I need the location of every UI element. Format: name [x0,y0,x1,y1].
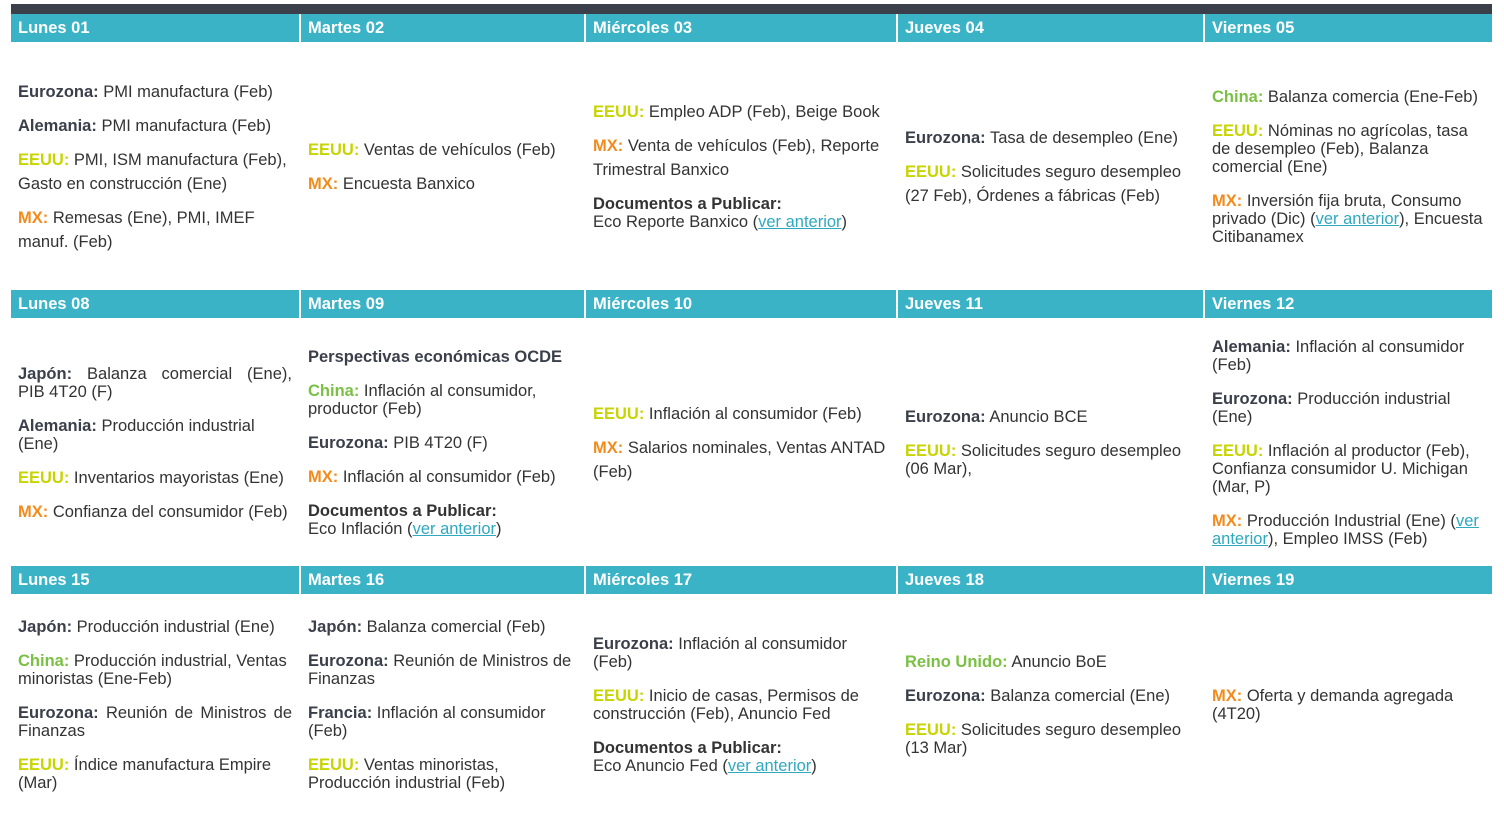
day-header: Martes 09 [299,290,584,318]
event-entry [1212,88,1485,106]
event-entry [18,469,292,487]
event-text: Anuncio BCE [985,408,1088,426]
event-entry [308,756,577,792]
documents-entry [593,195,889,231]
region-label: Eurozona: [308,652,389,670]
region-label: MX: [593,137,624,155]
ver-anterior-link[interactable]: ver anterior [1212,512,1479,548]
event-entry [308,175,577,193]
event-text-after: ), Empleo IMSS (Feb) [1267,530,1428,548]
event-entry [18,417,292,453]
region-label: MX: [308,175,339,193]
event-entry [905,721,1196,757]
event-entry [18,756,292,792]
day-header: Lunes 08 [11,290,299,318]
event-text: Solicitudes seguro desempleo (27 Feb), Órdenes a fábricas (Feb) [905,163,1182,205]
event-text: Solicitudes seguro desempleo (13 Mar) [905,721,1182,757]
region-label: MX: [1212,687,1243,705]
event-text-after: ) [841,213,848,231]
region-label: EEUU: [18,151,70,169]
event-entry [593,100,889,124]
event-entry [18,117,292,135]
region-label: EEUU: [308,141,360,159]
documents-label: Documentos a Publicar: [593,195,782,213]
event-text: Inflación al consumidor, productor (Feb) [308,382,537,418]
event-text: Nóminas no agrícolas, tasa de desempleo (Feb), Balanza comercial (Ene) [1212,122,1468,176]
event-text: Inflación al consumidor (Feb) [593,635,848,671]
region-label: EEUU: [593,103,645,121]
day-header: Lunes 15 [11,566,299,594]
event-text: Inflación al consumidor (Feb) [308,704,546,740]
day-cell [1203,594,1492,814]
event-entry [308,434,577,452]
event-text: PMI manufactura (Feb) [96,117,272,135]
event-entry [308,382,577,418]
region-label: Eurozona: [905,408,986,426]
region-label: Alemania: [18,117,97,135]
event-text-after: ) [496,520,502,538]
event-entry [18,652,292,688]
day-cell [896,318,1203,566]
region-label: Alemania: [18,417,97,435]
top-dark-bar [11,4,1492,14]
day-cell [584,594,896,814]
day-header: Miércoles 03 [584,14,896,42]
event-entry [593,436,889,484]
documents-label: Documentos a Publicar: [593,739,782,757]
event-entry [18,365,292,401]
region-label: China: [1212,88,1264,106]
event-entry [1212,338,1485,374]
event-text: Balanza comercial (Ene), PIB 4T20 (F) [18,365,292,401]
event-text: Inflación al consumidor (Feb) [644,405,862,423]
region-label: Reino Unido: [905,653,1008,671]
day-header: Viernes 05 [1203,14,1492,42]
event-entry [905,442,1196,478]
region-label: EEUU: [905,163,957,181]
document-title: Eco Inflación ( [308,520,413,538]
day-cell [584,318,896,566]
region-label: EEUU: [593,687,645,705]
event-text: Producción industrial (Ene) [1212,390,1451,426]
region-label: MX: [1212,512,1243,530]
day-header: Jueves 04 [896,14,1203,42]
event-text: PIB 4T20 (F) [388,434,488,452]
event-entry [308,348,577,366]
region-label: EEUU: [308,756,360,774]
region-label: MX: [1212,192,1243,210]
event-text: Venta de vehículos (Feb), Reporte Trimestral Banxico [593,137,880,179]
day-header: Jueves 18 [896,566,1203,594]
region-label: MX: [18,209,49,227]
event-entry [18,704,292,740]
region-label: Eurozona: [905,129,986,147]
event-entry [18,206,292,254]
day-cell [11,42,299,290]
event-entry [905,687,1196,705]
region-label: Eurozona: [18,83,99,101]
event-text: Salarios nominales, Ventas ANTAD (Feb) [593,439,886,481]
event-entry [1212,390,1485,426]
event-entry [905,408,1196,426]
day-header: Jueves 11 [896,290,1203,318]
event-text: Producción industrial, Ventas minoristas (Ene-Feb) [18,652,287,688]
day-cell [1203,318,1492,566]
day-cell [299,42,584,290]
event-text: Solicitudes seguro desempleo (06 Mar), [905,442,1182,478]
region-label: Eurozona: [18,704,99,722]
event-text: Inversión fija bruta, Consumo privado (Dic) ( [1212,192,1462,228]
region-label: EEUU: [1212,122,1264,140]
region-label: Perspectivas económicas OCDE [308,348,563,366]
region-label: MX: [18,503,49,521]
day-header: Martes 16 [299,566,584,594]
event-entry [905,160,1196,208]
day-header: Martes 02 [299,14,584,42]
event-text: Remesas (Ene), PMI, IMEF manuf. (Feb) [18,209,255,251]
document-title: Eco Reporte Banxico ( [593,213,759,231]
event-text: Tasa de desempleo (Ene) [985,129,1178,147]
event-text: Reunión de Ministros de Finanzas [308,652,572,688]
event-entry [308,468,577,486]
event-entry [1212,192,1485,246]
day-cell [1203,42,1492,290]
region-label: Eurozona: [593,635,674,653]
event-text: Balanza comercial (Feb) [362,618,546,636]
region-label: MX: [593,439,624,457]
region-label: EEUU: [593,405,645,423]
event-text-after: ), Encuesta Citibanamex [1212,210,1483,246]
region-label: Eurozona: [308,434,389,452]
event-entry [1212,687,1485,723]
region-label: EEUU: [905,721,957,739]
event-entry [308,652,577,688]
event-text: Balanza comercia (Ene-Feb) [1263,88,1478,106]
ver-anterior-link[interactable]: ver anterior [1315,210,1400,228]
event-entry [18,83,292,101]
day-cell [896,42,1203,290]
event-entry [593,134,889,182]
region-label: MX: [308,468,339,486]
region-label: EEUU: [18,756,70,774]
event-entry [593,635,889,671]
event-text: Balanza comercial (Ene) [985,687,1170,705]
event-text: Inicio de casas, Permisos de construcción (Feb), Anuncio Fed [593,687,859,723]
event-text: PMI, ISM manufactura (Feb), Gasto en construcción (Ene) [18,151,287,193]
event-entry [18,618,292,636]
region-label: Alemania: [1212,338,1291,356]
event-entry [593,405,889,423]
day-cell [584,42,896,290]
event-entry [308,704,577,740]
event-entry [905,129,1196,147]
day-header: Miércoles 17 [584,566,896,594]
region-label: Eurozona: [1212,390,1293,408]
day-cell [11,318,299,566]
event-text: Inventarios mayoristas (Ene) [69,469,284,487]
event-text: Confianza del consumidor (Feb) [48,503,288,521]
event-text: Oferta y demanda agregada (4T20) [1212,687,1454,723]
region-label: Japón: [308,618,363,636]
event-entry [308,141,577,159]
ver-anterior-link[interactable]: ver anterior [727,757,812,775]
event-text: Empleo ADP (Feb), Beige Book [644,103,880,121]
event-entry [1212,442,1485,496]
event-text: Ventas minoristas, Producción industrial (Feb) [308,756,506,792]
day-header: Viernes 12 [1203,290,1492,318]
ver-anterior-link[interactable]: ver anterior [412,520,497,538]
region-label: Eurozona: [905,687,986,705]
day-header: Lunes 01 [11,14,299,42]
event-text: Producción industrial (Ene) [18,417,255,453]
day-cell [299,594,584,814]
event-text: Inflación al consumidor (Feb) [338,468,556,486]
ver-anterior-link[interactable]: ver anterior [758,213,842,231]
event-entry [905,653,1196,671]
day-cell [896,594,1203,814]
event-entry [1212,512,1485,548]
event-text: Producción industrial (Ene) [72,618,275,636]
event-text: PMI manufactura (Feb) [98,83,273,101]
region-label: EEUU: [1212,442,1264,460]
event-text: Anuncio BoE [1007,653,1107,671]
economic-calendar-grid [11,14,1492,814]
event-text: Ventas de vehículos (Feb) [359,141,556,159]
event-entry [308,618,577,636]
event-text: Encuesta Banxico [338,175,475,193]
day-header: Miércoles 10 [584,290,896,318]
documents-entry [593,739,889,775]
event-text: Inflación al productor (Feb), Confianza consumidor U. Michigan (Mar, P) [1212,442,1470,496]
region-label: Japón: [18,365,73,383]
event-text: Inflación al consumidor (Feb) [1212,338,1465,374]
event-entry [593,687,889,723]
region-label: Japón: [18,618,73,636]
event-entry [18,148,292,196]
event-text: Reunión de Ministros de Finanzas [18,704,292,740]
event-entry [18,503,292,521]
event-text: Producción Industrial (Ene) ( [1242,512,1456,530]
region-label: EEUU: [905,442,957,460]
day-cell [11,594,299,814]
region-label: EEUU: [18,469,70,487]
day-header: Viernes 19 [1203,566,1492,594]
document-title: Eco Anuncio Fed ( [593,757,728,775]
region-label: China: [308,382,360,400]
day-cell [299,318,584,566]
event-text-after: ) [811,757,817,775]
event-text: Índice manufactura Empire (Mar) [18,756,272,792]
region-label: Francia: [308,704,373,722]
region-label: China: [18,652,70,670]
documents-label: Documentos a Publicar: [308,502,497,520]
documents-entry [308,502,577,538]
event-entry [1212,122,1485,176]
